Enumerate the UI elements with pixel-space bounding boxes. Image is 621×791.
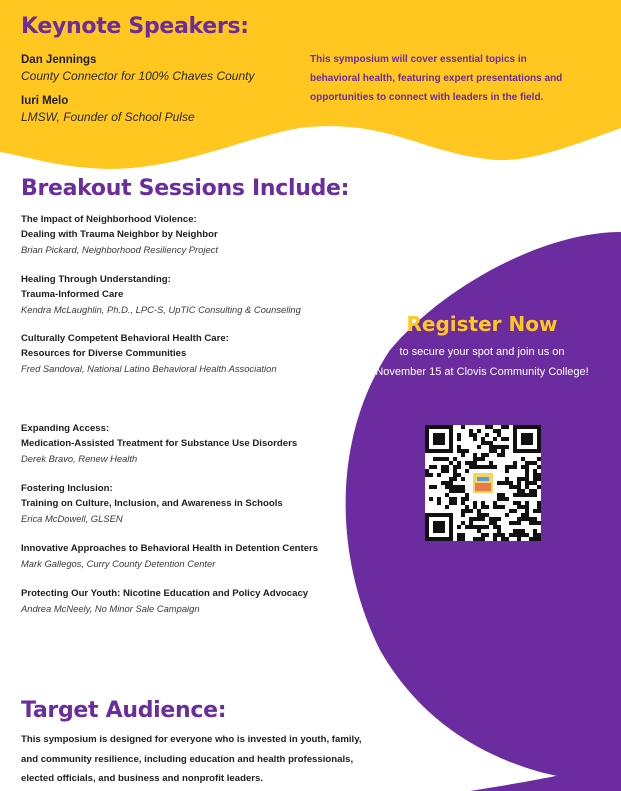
symposium-intro: This symposium will cover essential topics in behavioral health, featuring expert presentations and opportunities to connect with leaders in the field. — [310, 54, 563, 103]
session-item: The Impact of Neighborhood Violence: Dealing with Trauma Neighbor by Neighbor Brian Pickard, Neighborhood Resiliency Project — [21, 212, 381, 257]
session-speaker: Mark Gallegos, Curry County Detention Center — [21, 558, 216, 569]
session-item: Culturally Competent Behavioral Health Care: Resources for Diverse Communities Fred Sandoval, National Latino Behavioral Health Association — [21, 331, 381, 376]
speaker-name: Dan Jennings — [21, 54, 97, 66]
register-details: to secure your spot and join us on November 15 at Clovis Community College! — [375, 346, 589, 378]
audience-heading: Target Audience: — [21, 698, 227, 723]
register-title: Register Now — [406, 312, 558, 336]
speaker-name: Iuri Melo — [21, 95, 69, 107]
session-speaker: Kendra McLaughlin, Ph.D., LPC-S, UpTIC Consulting & Counseling — [21, 304, 301, 315]
session-speaker: Erica McDowell, GLSEN — [21, 513, 123, 524]
session-speaker: Brian Pickard, Neighborhood Resiliency Project — [21, 244, 218, 255]
audience-text: This symposium is designed for everyone who is invested in youth, family, and community resilience, including education and health professionals, elected officials, and business and nonprofit leaders. — [21, 734, 362, 784]
qr-code-graphic — [425, 425, 541, 541]
session-item: Protecting Our Youth: Nicotine Education and Policy Advocacy Andrea McNeely, No Minor Sale Campaign — [21, 586, 381, 616]
session-speaker: Derek Bravo, Renew Health — [21, 453, 138, 464]
session-item: Expanding Access: Medication-Assisted Treatment for Substance Use Disorders Derek Bravo, Renew Health — [21, 421, 381, 466]
session-speaker: Fred Sandoval, National Latino Behavioral Health Association — [21, 363, 277, 374]
speaker-role: LMSW, Founder of School Pulse — [21, 110, 195, 124]
session-item: Innovative Approaches to Behavioral Health in Detention Centers Mark Gallegos, Curry County Detention Center — [21, 541, 381, 571]
session-speaker: Andrea McNeely, No Minor Sale Campaign — [21, 603, 200, 614]
breakout-heading: Breakout Sessions Include: — [21, 176, 350, 201]
registration-qr-code[interactable] — [425, 425, 541, 541]
session-item: Healing Through Understanding: Trauma-Informed Care Kendra McLaughlin, Ph.D., LPC-S, UpTIC Consulting & Counseling — [21, 272, 381, 317]
keynote-heading: Keynote Speakers: — [21, 14, 249, 39]
speaker-role: County Connector for 100% Chaves County — [21, 69, 255, 83]
session-item: Fostering Inclusion: Training on Culture, Inclusion, and Awareness in Schools Erica McDowell, GLSEN — [21, 481, 381, 526]
